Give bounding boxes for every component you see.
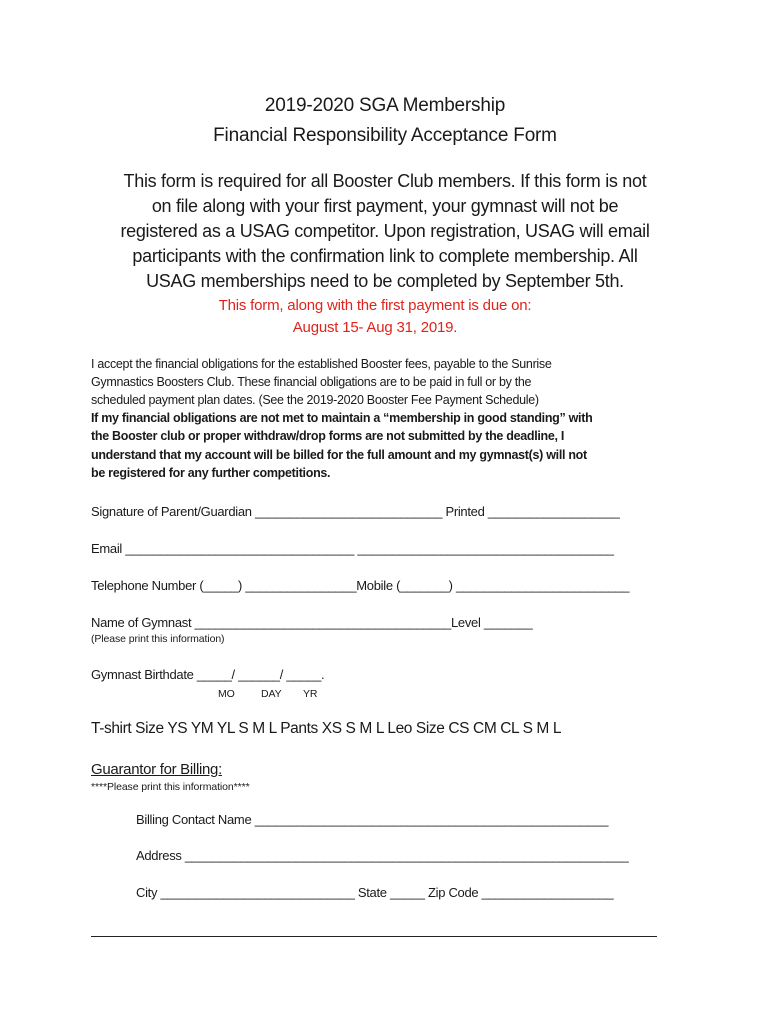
acceptance-bold-line-2: the Booster club or proper withdraw/drop forms are not submitted by the deadline, I (91, 429, 565, 443)
form-title-line2: Financial Responsibility Acceptance Form (213, 125, 557, 146)
due-notice-line2: August 15- Aug 31, 2019. (292, 319, 458, 336)
email-field[interactable]: Email _________________________________ _____________________________________ (91, 541, 614, 556)
acceptance-line-2: Gymnastics Boosters Club. These financial obligations are to be paid in full or by the (91, 375, 532, 389)
billing-address-field[interactable]: Address ________________________________________________________________ (136, 848, 629, 863)
acceptance-line-1: I accept the financial obligations for the established Booster fees, payable to the Sunrise (91, 357, 552, 371)
due-notice-line1: This form, along with the first payment is due on: (218, 297, 532, 314)
intro-line-4: participants with the confirmation link to complete membership. All (132, 246, 638, 266)
telephone-field[interactable]: Telephone Number (_____) ________________Mobile (_______) _________________________ (91, 578, 630, 593)
print-note: (Please print this information) (91, 633, 225, 645)
acceptance-bold-line-3: understand that my account will be billed for the full amount and my gymnast(s) will not (91, 448, 587, 462)
guarantor-print-note: ****Please print this information**** (91, 781, 250, 793)
birthdate-year-label: YR (303, 688, 318, 700)
form-title-line1: 2019-2020 SGA Membership (264, 95, 506, 116)
acceptance-line-3: scheduled payment plan dates. (See the 2019-2020 Booster Fee Payment Schedule) (91, 393, 539, 407)
acceptance-bold-line-1: If my financial obligations are not met to maintain a “membership in good standing” with (91, 411, 593, 425)
billing-city-state-zip-field[interactable]: City ____________________________ State _____ Zip Code ___________________ (136, 885, 614, 900)
bottom-rule (91, 936, 657, 937)
intro-line-5: USAG memberships need to be completed by September 5th. (146, 271, 624, 291)
intro-line-2: on file along with your first payment, your gymnast will not be (151, 196, 619, 216)
acceptance-bold-line-4: be registered for any further competitions. (91, 466, 331, 480)
intro-line-1: This form is required for all Booster Club members. If this form is not (123, 171, 647, 191)
gymnast-name-field[interactable]: Name of Gymnast _____________________________________Level _______ (91, 615, 533, 630)
intro-line-3: registered as a USAG competitor. Upon registration, USAG will email (120, 221, 650, 241)
guarantor-heading: Guarantor for Billing: (91, 761, 222, 778)
birthdate-month-label: MO (218, 688, 235, 700)
signature-field[interactable]: Signature of Parent/Guardian ___________________________ Printed ___________________ (91, 504, 620, 519)
apparel-sizes[interactable]: T-shirt Size YS YM YL S M L Pants XS S M L Leo Size CS CM CL S M L (91, 720, 562, 737)
billing-contact-field[interactable]: Billing Contact Name ___________________________________________________ (136, 812, 609, 827)
birthdate-day-label: DAY (261, 688, 282, 700)
birthdate-field[interactable]: Gymnast Birthdate _____/ ______/ _____. (91, 667, 325, 682)
